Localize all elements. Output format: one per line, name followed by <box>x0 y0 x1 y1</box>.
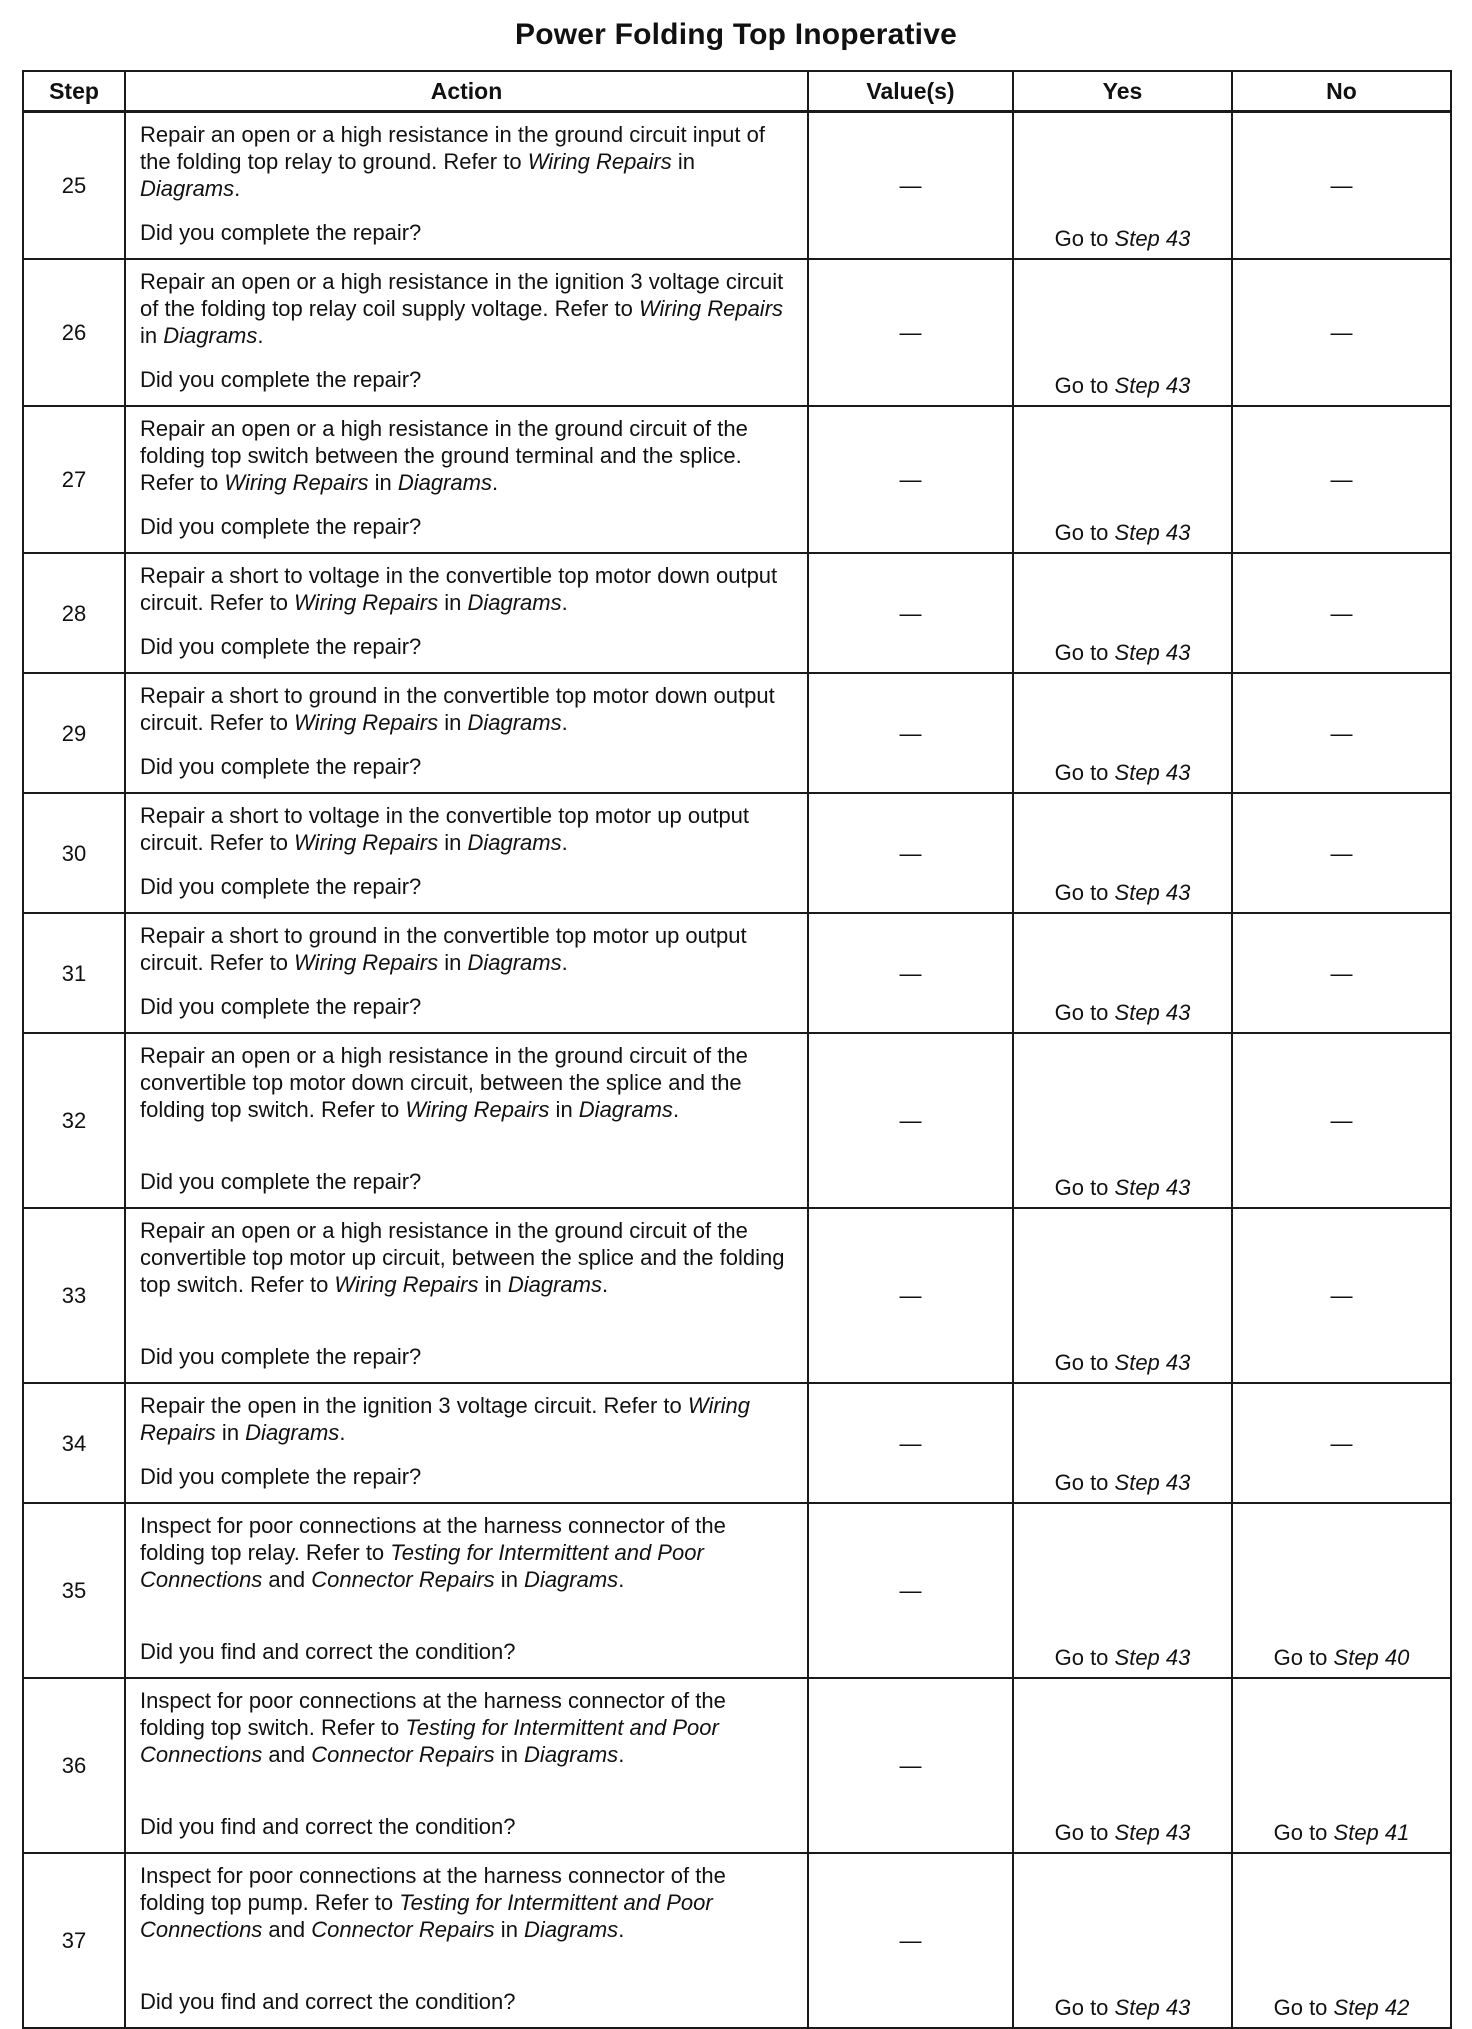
table-header-row <box>23 71 1451 112</box>
action-cell <box>125 913 808 1033</box>
value-cell <box>808 1033 1013 1208</box>
value-dash: — <box>899 1108 922 1133</box>
action-text-part: and <box>262 1742 312 1767</box>
action-cell <box>125 112 808 260</box>
value-cell <box>808 673 1013 793</box>
reference-link-text: Diagrams <box>140 176 235 201</box>
action-cell <box>125 259 808 406</box>
value-dash: — <box>899 467 922 492</box>
action-text <box>140 1679 793 1768</box>
yes-cell <box>1013 1853 1232 2028</box>
reference-link-text: Diagrams <box>467 590 562 615</box>
reference-link-text: Wiring Repairs <box>294 590 439 615</box>
goto-step-reference: Step 40 <box>1333 1645 1410 1670</box>
action-text <box>140 260 793 349</box>
goto-step-reference: Step 42 <box>1333 1995 1410 2020</box>
action-text-part: . <box>561 950 568 975</box>
action-cell <box>125 406 808 553</box>
no-goto <box>1233 1644 1450 1671</box>
yes-goto <box>1014 999 1231 1026</box>
action-text-part: Inspect for poor connections at the harness connector of the folding top relay. Refer to <box>140 1513 726 1565</box>
no-dash: — <box>1330 467 1353 492</box>
action-text-part: . <box>561 830 568 855</box>
reference-link-text: Diagrams <box>245 1420 340 1445</box>
action-text <box>140 794 793 856</box>
goto-step-reference: Step 43 <box>1114 1350 1191 1375</box>
yes-cell <box>1013 673 1232 793</box>
action-text-part: Inspect for poor connections at the harness connector of the folding top switch. Refer to <box>140 1688 726 1740</box>
no-goto <box>1233 1819 1450 1846</box>
goto-prefix: Go to <box>1054 1820 1115 1845</box>
yes-goto <box>1014 1644 1231 1671</box>
action-cell <box>125 1033 808 1208</box>
step-number: 27 <box>23 406 125 553</box>
action-question: Did you complete the repair? <box>140 994 422 1019</box>
action-text <box>140 1384 793 1446</box>
no-cell <box>1232 553 1451 673</box>
value-dash: — <box>899 1753 922 1778</box>
value-dash: — <box>899 720 922 746</box>
action-text-part: . <box>561 590 568 615</box>
action-text <box>140 1034 793 1123</box>
action-text-part: in <box>438 830 468 855</box>
reference-link-text: Diagrams <box>397 470 492 495</box>
step-number: 36 <box>23 1678 125 1853</box>
goto-prefix: Go to <box>1054 880 1115 905</box>
reference-link-text: Diagrams <box>467 830 562 855</box>
goto-prefix: Go to <box>1054 1995 1115 2020</box>
goto-prefix: Go to <box>1054 640 1115 665</box>
action-cell <box>125 1208 808 1383</box>
yes-cell <box>1013 913 1232 1033</box>
yes-goto <box>1014 879 1231 906</box>
table-row <box>23 793 1451 913</box>
no-dash: — <box>1330 720 1353 746</box>
goto-step-reference: Step 43 <box>1114 373 1191 398</box>
value-dash: — <box>899 1928 922 1953</box>
no-cell <box>1232 1383 1451 1503</box>
yes-cell <box>1013 112 1232 260</box>
reference-link-text: Connector Repairs <box>311 1742 495 1767</box>
step-number: 28 <box>23 553 125 673</box>
action-text-part: in <box>494 1917 525 1942</box>
action-text-part: Repair an open or a high resistance in the ground circuit of the convertible top motor down circuit, between the splice and the folding top switch. Refer to <box>140 1043 748 1122</box>
action-text <box>140 407 793 496</box>
table-row <box>23 1503 1451 1678</box>
yes-cell <box>1013 406 1232 553</box>
goto-step-reference: Step 43 <box>1114 1175 1191 1200</box>
action-text-part: . <box>618 1567 625 1592</box>
table-row <box>23 1208 1451 1383</box>
action-text-part: in <box>215 1420 246 1445</box>
action-text-part: in <box>549 1097 579 1122</box>
reference-link-text: Wiring Repairs <box>294 830 439 855</box>
goto-prefix: Go to <box>1054 520 1115 545</box>
goto-step-reference: Step 43 <box>1114 1645 1191 1670</box>
value-cell <box>808 1503 1013 1678</box>
no-dash: — <box>1330 1283 1353 1308</box>
yes-goto <box>1014 1994 1231 2021</box>
yes-goto <box>1014 1174 1231 1201</box>
yes-cell <box>1013 793 1232 913</box>
reference-link-text: Diagrams <box>507 1272 602 1297</box>
reference-link-text: Wiring Repairs <box>224 470 369 495</box>
value-dash: — <box>899 320 922 345</box>
action-question: Did you complete the repair? <box>140 1344 422 1369</box>
action-text-part: in <box>368 470 398 495</box>
step-number: 25 <box>23 112 125 260</box>
no-cell <box>1232 1503 1451 1678</box>
action-text-part: Repair an open or a high resistance in the ground circuit input of the folding top relay to ground. Refer to <box>140 122 765 174</box>
value-cell <box>808 406 1013 553</box>
step-number: 32 <box>23 1033 125 1208</box>
table-body <box>23 112 1451 2029</box>
no-dash: — <box>1330 1108 1353 1133</box>
reference-link-text: Connector Repairs <box>311 1567 495 1592</box>
no-dash: — <box>1330 173 1353 198</box>
step-number: 33 <box>23 1208 125 1383</box>
yes-goto <box>1014 372 1231 399</box>
action-question: Did you complete the repair? <box>140 1464 422 1489</box>
action-text-part: . <box>602 1272 609 1297</box>
action-text-part: Repair a short to ground in the convertible top motor down output circuit. Refer to <box>140 683 775 735</box>
yes-goto <box>1014 759 1231 786</box>
no-dash: — <box>1330 320 1353 345</box>
no-dash: — <box>1330 600 1353 626</box>
action-text-part: and <box>262 1567 312 1592</box>
reference-link-text: Diagrams <box>163 323 258 348</box>
value-cell <box>808 913 1013 1033</box>
value-cell <box>808 553 1013 673</box>
action-cell <box>125 1383 808 1503</box>
step-number: 37 <box>23 1853 125 2028</box>
no-dash: — <box>1330 1430 1353 1456</box>
column-header-values: Value(s) <box>808 71 1013 112</box>
step-number: 26 <box>23 259 125 406</box>
value-dash: — <box>899 1578 922 1603</box>
value-dash: — <box>899 600 922 626</box>
action-text-part: in <box>140 323 164 348</box>
action-question: Did you find and correct the condition? <box>140 1814 516 1839</box>
table-row <box>23 913 1451 1033</box>
yes-goto <box>1014 225 1231 252</box>
table-row <box>23 1678 1451 1853</box>
table-row <box>23 1033 1451 1208</box>
action-question: Did you complete the repair? <box>140 367 422 392</box>
no-cell <box>1232 112 1451 260</box>
action-text-part: in <box>478 1272 508 1297</box>
goto-step-reference: Step 41 <box>1333 1820 1410 1845</box>
goto-prefix: Go to <box>1054 760 1115 785</box>
yes-cell <box>1013 1503 1232 1678</box>
value-cell <box>808 259 1013 406</box>
action-text-part: Repair a short to voltage in the convertible top motor down output circuit. Refer to <box>140 563 778 615</box>
table-row <box>23 673 1451 793</box>
no-cell <box>1232 913 1451 1033</box>
goto-prefix: Go to <box>1054 1350 1115 1375</box>
step-number: 29 <box>23 673 125 793</box>
action-text <box>140 1854 793 1943</box>
goto-step-reference: Step 43 <box>1114 1470 1191 1495</box>
table-row <box>23 112 1451 260</box>
value-cell <box>808 1678 1013 1853</box>
reference-link-text: Wiring Repairs <box>527 149 672 174</box>
action-text-part: . <box>234 176 241 201</box>
action-text <box>140 914 793 976</box>
table-row <box>23 553 1451 673</box>
action-question: Did you complete the repair? <box>140 874 422 899</box>
goto-prefix: Go to <box>1054 1175 1115 1200</box>
table-row <box>23 1383 1451 1503</box>
column-header-step: Step <box>23 71 125 112</box>
yes-goto <box>1014 519 1231 546</box>
action-text-part: Repair an open or a high resistance in the ground circuit of the folding top switch between the ground terminal and the splice. Refer to <box>140 416 748 495</box>
yes-goto <box>1014 1819 1231 1846</box>
action-text <box>140 1504 793 1593</box>
action-question: Did you complete the repair? <box>140 514 422 539</box>
action-question: Did you complete the repair? <box>140 754 422 779</box>
diagnostic-table <box>22 70 1452 2029</box>
reference-link-text: Testing for Intermittent and Poor Connections <box>140 1715 719 1767</box>
action-text-part: in <box>494 1742 525 1767</box>
goto-step-reference: Step 43 <box>1114 1995 1191 2020</box>
action-text-part: . <box>618 1917 625 1942</box>
action-text-part: Repair an open or a high resistance in the ignition 3 voltage circuit of the folding top relay coil supply voltage. Refer to <box>140 269 784 321</box>
value-dash: — <box>899 173 922 198</box>
no-cell <box>1232 1678 1451 1853</box>
table-row <box>23 406 1451 553</box>
step-number: 35 <box>23 1503 125 1678</box>
value-dash: — <box>899 1283 922 1308</box>
action-question: Did you complete the repair? <box>140 220 422 245</box>
step-number: 30 <box>23 793 125 913</box>
goto-prefix: Go to <box>1054 1000 1115 1025</box>
action-text-part: and <box>262 1917 312 1942</box>
value-cell <box>808 1208 1013 1383</box>
action-text <box>140 674 793 736</box>
value-dash: — <box>899 1430 922 1456</box>
action-cell <box>125 1853 808 2028</box>
action-text-part: Inspect for poor connections at the harness connector of the folding top pump. Refer to <box>140 1863 726 1915</box>
action-cell <box>125 553 808 673</box>
no-dash: — <box>1330 960 1353 986</box>
action-text-part: . <box>257 323 264 348</box>
value-cell <box>808 112 1013 260</box>
yes-cell <box>1013 1208 1232 1383</box>
reference-link-text: Diagrams <box>578 1097 673 1122</box>
action-text-part: in <box>671 149 696 174</box>
reference-link-text: Testing for Intermittent and Poor Connections <box>140 1540 704 1592</box>
goto-step-reference: Step 43 <box>1114 226 1191 251</box>
reference-link-text: Diagrams <box>467 710 562 735</box>
goto-prefix: Go to <box>1273 1995 1334 2020</box>
reference-link-text: Connector Repairs <box>311 1917 495 1942</box>
reference-link-text: Diagrams <box>524 1742 619 1767</box>
action-text-part: Repair the open in the ignition 3 voltage circuit. Refer to <box>140 1393 688 1418</box>
action-cell <box>125 1678 808 1853</box>
value-cell <box>808 1853 1013 2028</box>
action-cell <box>125 673 808 793</box>
reference-link-text: Wiring Repairs <box>140 1393 751 1445</box>
action-cell <box>125 793 808 913</box>
value-cell <box>808 793 1013 913</box>
page-title: Power Folding Top Inoperative <box>515 18 957 51</box>
action-text-part: in <box>438 710 468 735</box>
action-question: Did you find and correct the condition? <box>140 1639 516 1664</box>
reference-link-text: Wiring Repairs <box>294 950 439 975</box>
no-dash: — <box>1330 840 1353 866</box>
step-number: 34 <box>23 1383 125 1503</box>
no-cell <box>1232 1033 1451 1208</box>
reference-link-text: Wiring Repairs <box>294 710 439 735</box>
action-text-part: Repair a short to ground in the convertible top motor up output circuit. Refer to <box>140 923 747 975</box>
action-text-part: in <box>494 1567 525 1592</box>
no-cell <box>1232 1208 1451 1383</box>
goto-step-reference: Step 43 <box>1114 640 1191 665</box>
reference-link-text: Diagrams <box>524 1917 619 1942</box>
yes-goto <box>1014 639 1231 666</box>
reference-link-text: Diagrams <box>467 950 562 975</box>
yes-cell <box>1013 1383 1232 1503</box>
action-text-part: Repair an open or a high resistance in the ground circuit of the convertible top motor up circuit, between the splice and the folding top switch. Refer to <box>140 1218 785 1297</box>
action-text-part: Repair a short to voltage in the convertible top motor up output circuit. Refer to <box>140 803 750 855</box>
goto-step-reference: Step 43 <box>1114 1820 1191 1845</box>
yes-goto <box>1014 1469 1231 1496</box>
reference-link-text: Testing for Intermittent and Poor Connections <box>140 1890 713 1942</box>
action-question: Did you find and correct the condition? <box>140 1989 516 2014</box>
no-cell <box>1232 793 1451 913</box>
yes-cell <box>1013 1033 1232 1208</box>
reference-link-text: Wiring Repairs <box>405 1097 550 1122</box>
action-question: Did you complete the repair? <box>140 634 422 659</box>
action-text-part: . <box>339 1420 346 1445</box>
reference-link-text: Wiring Repairs <box>334 1272 479 1297</box>
no-goto <box>1233 1994 1450 2021</box>
yes-goto <box>1014 1349 1231 1376</box>
value-dash: — <box>899 960 922 986</box>
action-text <box>140 113 793 202</box>
yes-cell <box>1013 553 1232 673</box>
table-row <box>23 259 1451 406</box>
no-cell <box>1232 1853 1451 2028</box>
reference-link-text: Diagrams <box>524 1567 619 1592</box>
goto-prefix: Go to <box>1273 1645 1334 1670</box>
column-header-yes: Yes <box>1013 71 1232 112</box>
action-text-part: . <box>491 470 499 495</box>
action-text-part: . <box>618 1742 625 1767</box>
column-header-no: No <box>1232 71 1451 112</box>
goto-step-reference: Step 43 <box>1114 760 1191 785</box>
table-row <box>23 1853 1451 2028</box>
yes-cell <box>1013 259 1232 406</box>
step-number: 31 <box>23 913 125 1033</box>
goto-step-reference: Step 43 <box>1114 1000 1191 1025</box>
value-cell <box>808 1383 1013 1503</box>
goto-prefix: Go to <box>1054 226 1115 251</box>
action-text <box>140 1209 793 1298</box>
no-cell <box>1232 673 1451 793</box>
goto-step-reference: Step 43 <box>1114 880 1191 905</box>
action-question: Did you complete the repair? <box>140 1169 422 1194</box>
yes-cell <box>1013 1678 1232 1853</box>
reference-link-text: Wiring Repairs <box>638 296 784 321</box>
no-cell <box>1232 259 1451 406</box>
no-cell <box>1232 406 1451 553</box>
action-text-part: . <box>672 1097 680 1122</box>
goto-prefix: Go to <box>1054 1470 1115 1495</box>
action-text-part: . <box>561 710 568 735</box>
column-header-action: Action <box>125 71 808 112</box>
goto-step-reference: Step 43 <box>1114 520 1191 545</box>
goto-prefix: Go to <box>1054 373 1115 398</box>
goto-prefix: Go to <box>1054 1645 1115 1670</box>
value-dash: — <box>899 840 922 866</box>
goto-prefix: Go to <box>1273 1820 1334 1845</box>
action-text <box>140 554 793 616</box>
action-text-part: in <box>438 950 468 975</box>
action-cell <box>125 1503 808 1678</box>
action-text-part: in <box>438 590 468 615</box>
